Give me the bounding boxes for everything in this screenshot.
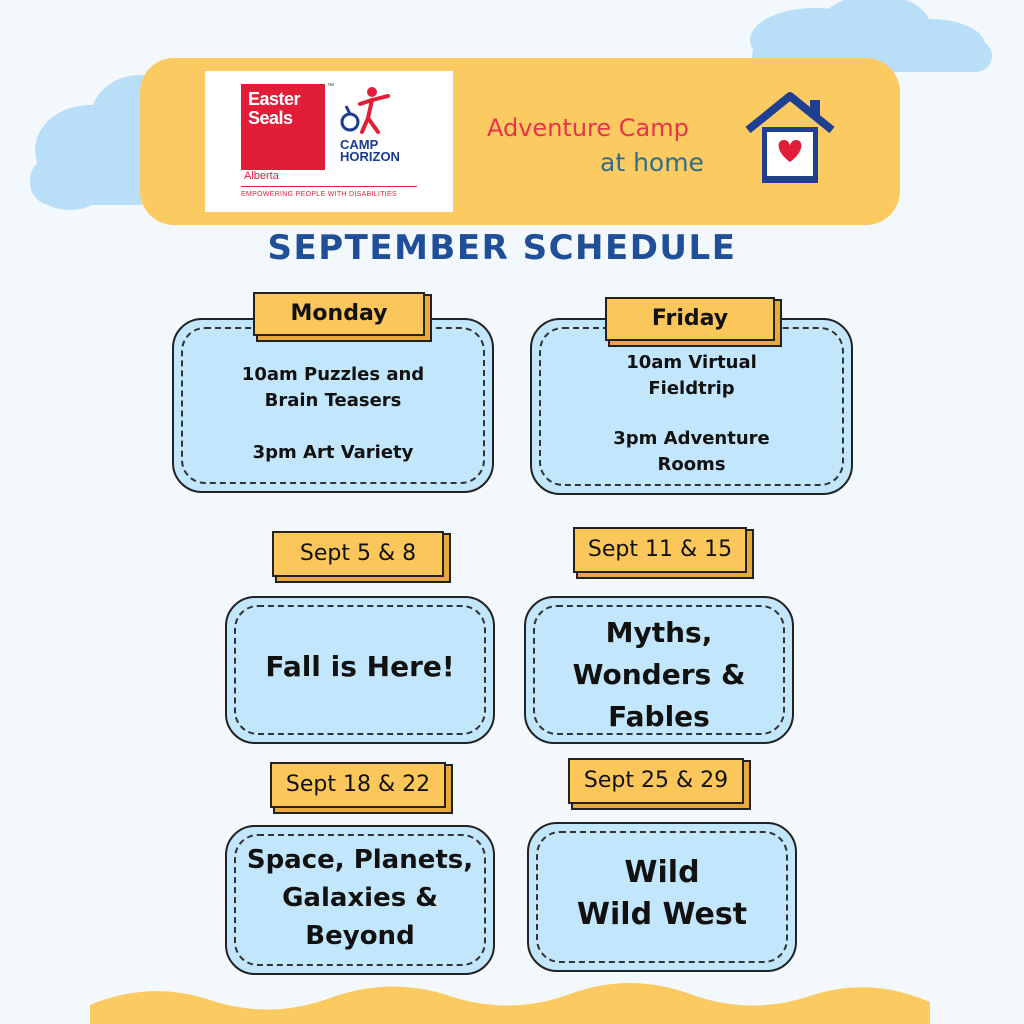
friday-activity-1-cont: Fieldtrip [648, 378, 735, 399]
monday-activity-1-cont: Brain Teasers [264, 390, 402, 411]
friday-card [530, 318, 853, 495]
logo-tagline: EMPOWERING PEOPLE WITH DISABILITIES [241, 191, 397, 198]
header-subtitle: at home [600, 148, 704, 177]
friday-activity-2: 3pm Adventure [613, 428, 770, 449]
week-card-sept-18 [225, 825, 495, 975]
week-theme: Wild West [576, 897, 748, 932]
week-theme: Beyond [305, 921, 415, 951]
monday-activity-1: 10am Puzzles and [241, 364, 425, 385]
monday-activity-2: 3pm Art Variety [252, 442, 414, 463]
week-theme: Space, Planets, [246, 845, 474, 875]
week-dates-label: Sept 18 & 22 [270, 762, 446, 808]
week-dates-label: Sept 5 & 8 [272, 531, 444, 577]
week-theme: Wild [624, 855, 700, 890]
week-dates-label: Sept 25 & 29 [568, 758, 744, 804]
week-card-sept-25 [527, 822, 797, 972]
week-card-sept-5 [225, 596, 495, 744]
province-label: Alberta [244, 170, 279, 182]
monday-card [172, 318, 494, 493]
easter-seals-wordmark: Easter Seals [248, 89, 301, 128]
week-card-sept-11 [524, 596, 794, 744]
day-label-monday: Monday [253, 292, 425, 336]
day-label-friday: Friday [605, 297, 775, 341]
page-title: SEPTEMBER SCHEDULE [267, 228, 737, 268]
week-dates-label: Sept 11 & 15 [573, 527, 747, 573]
week-theme: Fall is Here! [265, 650, 455, 683]
week-theme: Myths, [605, 616, 713, 649]
friday-activity-1: 10am Virtual [626, 352, 757, 373]
week-theme: Wonders & [572, 658, 746, 691]
week-theme: Galaxies & [282, 883, 438, 913]
header-title: Adventure Camp [487, 114, 689, 142]
camp-horizon-wordmark: CAMP HORIZON [340, 137, 400, 164]
trademark-mark: ™ [327, 83, 334, 90]
friday-activity-2-cont: Rooms [657, 454, 726, 475]
week-theme: Fables [608, 700, 710, 733]
